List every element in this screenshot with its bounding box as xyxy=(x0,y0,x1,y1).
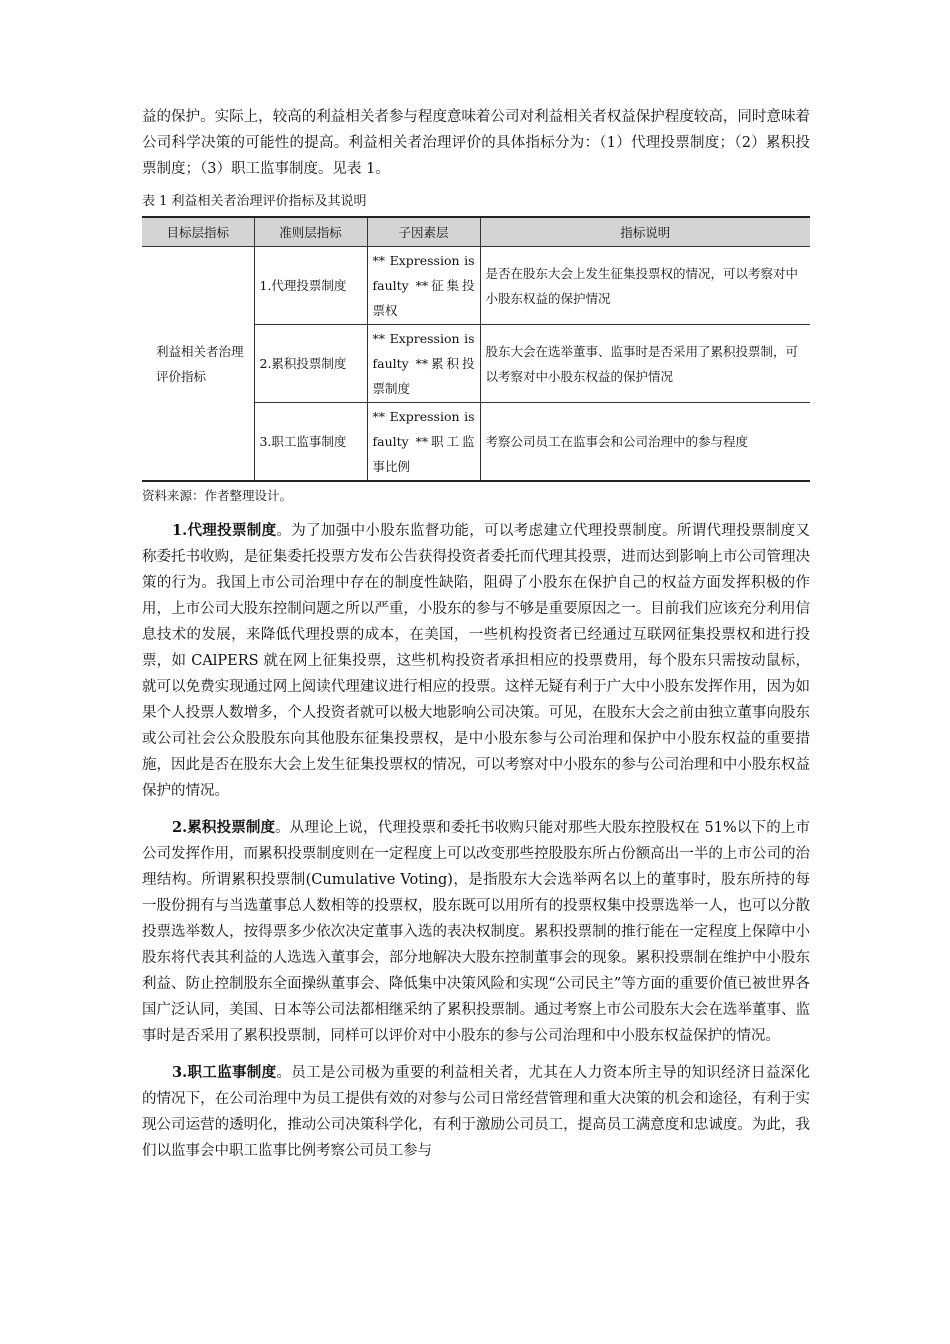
table-caption: 表 1 利益相关者治理评价指标及其说明 xyxy=(142,194,367,209)
section-heading: 2.累积投票制度 xyxy=(172,819,276,836)
description-cell: 考察公司员工在监事会和公司治理中的参与程度 xyxy=(480,403,810,482)
section-proxy-voting xyxy=(142,518,810,804)
header-criterion: 准则层指标 xyxy=(254,217,367,247)
description-cell: 是否在股东大会上发生征集投票权的情况，可以考察对中小股东权益的保护情况 xyxy=(480,247,810,325)
intro-paragraph: 益的保护。实际上，较高的利益相关者参与程度意味着公司对利益相关者权益保护程度较高，同时意味着公司科学决策的可能性的提高。利益相关者治理评价的具体指标分为：（1）代理投票制度；（2）累积投票制度；（3）职工监事制度。见表 1。 xyxy=(142,109,810,177)
header-target: 目标层指标 xyxy=(142,217,254,247)
document-page xyxy=(142,104,810,1164)
target-cell: 利益相关者治理评价指标 xyxy=(156,343,244,384)
section-heading: 1.代理投票制度 xyxy=(172,522,277,539)
table-row xyxy=(142,247,810,325)
factor-cell: ** Expression is faulty **累积投票制度 xyxy=(367,325,480,403)
criterion-cell: 2.累积投票制度 xyxy=(254,325,367,403)
header-description: 指标说明 xyxy=(480,217,810,247)
section-body: 。员工是公司极为重要的利益相关者，尤其在人力资本所主导的知识经济日益深化的情况下，在公司治理中为员工提供有效的对参与公司日常经营管理和重大决策的机会和途径，有利于实现公司运营的透明化，推动公司决策科学化，有利于激励公司员工，提高员工满意度和忠诚度。为此，我们以监事会中职工监事比例考察公司员工参与 xyxy=(142,1065,810,1159)
section-body: 。从理论上说，代理投票和委托书收购只能对那些大股东控股权在 51%以下的上市公司发挥作用，而累积投票制度则在一定程度上可以改变那些控股股东所占份额高出一半的上市公司的治理结构。所谓累积投票制(Cumulative Voting)，是指股东大会选举两名以上的董事时，股东所持的每一股份拥有与当选董事总人数相等的投票权，股东既可以用所有的投票权集中投票选举一人，也可以分散投票选举数人，按得票多少依次决定董事入选的表决权制度。累积投票制的推行能在一定程度上保障中小股东将代表其利益的人选选入董事会，部分地解决大股东控制董事会的现象。累积投票制在维护中小股东利益、防止控制股东全面操纵董事会、降低集中决策风险和实现“公司民主”等方面的重要价值已被世界各国广泛认同，美国、日本等公司法都相继采纳了累积投票制。通过考察上市公司股东大会在选举董事、监事时是否采用了累积投票制，同样可以评价对中小股东的参与公司治理和中小股东权益保护的情况。 xyxy=(142,820,810,1044)
indicator-table xyxy=(142,216,810,482)
criterion-cell: 3.职工监事制度 xyxy=(254,403,367,482)
table-source-note: 资料来源：作者整理设计。 xyxy=(142,488,293,503)
table-header-row xyxy=(142,217,810,247)
criterion-cell: 1.代理投票制度 xyxy=(254,247,367,325)
description-cell: 股东大会在选举董事、监事时是否采用了累积投票制，可以考察对中小股东权益的保护情况 xyxy=(480,325,810,403)
section-body: 。为了加强中小股东监督功能，可以考虑建立代理投票制度。所谓代理投票制度又称委托书收购，是征集委托投票方发布公告获得投资者委托而代理其投票，进而达到影响上市公司管理决策的行为。我国上市公司治理中存在的制度性缺陷，阻碍了小股东在保护自己的权益方面发挥积极的作用，上市公司大股东控制问题之所以严重，小股东的参与不够是重要原因之一。目前我们应该充分利用信息技术的发展，来降低代理投票的成本，在美国，一些机构投资者已经通过互联网征集投票权和进行投票，如 CAlPERS 就在网上征集投票，这些机构投资者承担相应的投票费用，每个股东只需按动鼠标，就可以免费实现通过网上阅读代理建议进行相应的投票。这样无疑有利于广大中小股东发挥作用，因为如果个人投票人数增多，个人投资者就可以极大地影响公司决策。可见，在股东大会之前由独立董事向股东或公司社会公众股股东向其他股东征集投票权，是中小股东参与公司治理和保护中小股东权益的重要措施，因此是否在股东大会上发生征集投票权的情况，可以考察对中小股东的参与公司治理和中小股东权益保护的情况。 xyxy=(142,523,810,799)
header-factor: 子因素层 xyxy=(367,217,480,247)
section-employee-supervisor xyxy=(142,1060,810,1164)
section-cumulative-voting xyxy=(142,815,810,1049)
section-heading: 3.职工监事制度 xyxy=(172,1064,277,1081)
factor-cell: ** Expression is faulty **职工监事比例 xyxy=(367,403,480,482)
factor-cell: ** Expression is faulty **征集投票权 xyxy=(367,247,480,325)
